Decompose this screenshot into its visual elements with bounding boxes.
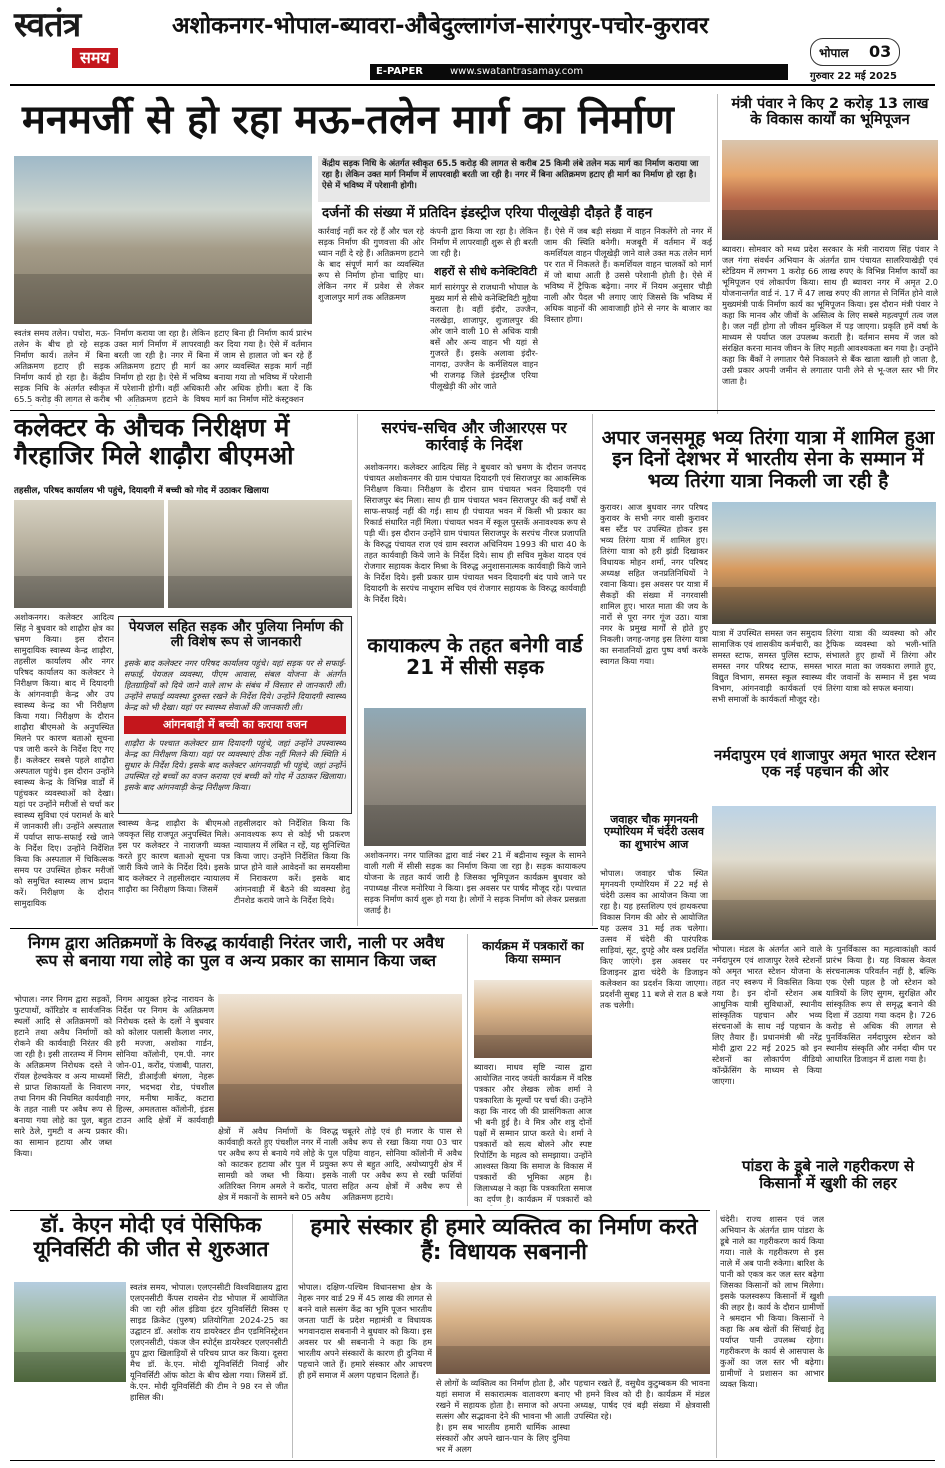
masthead-rule [10, 84, 935, 86]
story3-col2: स्वास्थ्य केन्द्र शाढ़ौरा के बीएमओ जयकृत सिंह राजपूत अनुपस्थित मिले। इस पर कलेक्टर ने नाराजगी व्यक्त करते हुए कारण बताओ सूचना पत्र जारी किये जाने के निर्देश दिये। इसके बाद कलेक्टर ने तहसीलदार न्यायालय शाढ़ौरा का निरीक्षण किया। जिसमें [118, 818, 230, 894]
story3-subhead: तहसील, परिषद कार्यालय भी पहुंचे, दियादगी में बच्ची को गोद में उठाकर खिलाया [14, 486, 269, 496]
story13-headline: पांडरा के डूबे नाले गहरीकरण से किसानों में खुशी की लहर [741, 1157, 915, 1192]
story1-col1: स्वतंत्र समय तलेन। पचोरा, मऊ-तलेन के बीच हो रहे सड़क निर्माण कार्य। तलेन में बिना अतिक्रमण हटाए ही सड़क निर्माण कार्य हो रहा है। केंद्रीय सड़क निधि के अंतर्गत स्वीकृत 65.5 करोड़ की लागत से करीब [14, 328, 110, 404]
masthead [0, 0, 945, 84]
story11-photo [14, 1282, 126, 1382]
story7-body: भोपाल। जवाहर चौक स्थित मृगनयनी एम्पोरियम में 22 मई से चंदेरी उत्सव का आयोजन किया जा रहा है। यह हस्तशिल्प एवं हाथकरघा विकास निगम की ओर से आयोजित यह उत्सव 31 मई तक चलेगा। उत्सव में चंदेरी की पारंपरिक साड़ियां, सूट, दुपट्टे और वस्त्र प्रदर्शित किए जाएंगे। इस अवसर पर डिजाइनर द्वारा चंदेरी के डिजाइन कलेक्शन का प्रदर्शन किया जाएगा। प्रदर्शनी सुबह 11 बजे से रात 8 बजे तक चलेगी। [600, 868, 708, 1010]
story11-headline: डॉ. केएन मोदी एवं पेसिफिक यूनिवर्सिटी की जीत से शुरुआत [33, 1213, 269, 1261]
story5-body: अशोकनगर। नगर पालिका द्वारा वार्ड नंबर 21 में बद्रीनाथ स्कूल के सामने वाली गली में सीसी सड़क का निर्माण किया जा रहा है। सड़क कायाकल्प योजना के तहत कार्य जारी है जिसका भूमिपूजन कार्यक्रम बुधवार को नपाध्यक्ष नीरज मनोरिया ने किया। इस अवसर पर पार्षद मौजूद रहे। पश्चात सड़क निर्माण कार्य शुरू हो गया है। लोगों ने सड़क निर्माण को लेकर प्रसन्नता जताई है। [364, 850, 586, 915]
story12-col2: से लोगों के व्यक्तित्व का निर्माण होता है, और यहां समाज में सकारात्मक वातावरण बनाए रखने में सहायक होता है। समाज को अपना सत्संग और सद्भावना देने की भावना भी आती है। हम सब भारतीय हमारी धार्मिक आस्था संस्कारों और अपने खान-पान के लिए दुनिया भर में अलग [436, 1378, 570, 1454]
story1-minihead: शहरों से सीधे कनेक्टिविटी [434, 265, 537, 278]
issue-date: गुरुवार 22 मई 2025 [810, 71, 897, 82]
story6-body: कुरावर। आज बुधवार नगर परिषद कुरावर के सभी नगर वासी कुरावर बस स्टैंड पर उपस्थित होकर इस भव्य तिरंगा यात्रा में शामिल हुए। तिरंगा यात्रा को हरी झंडी दिखाकर विधायक मोहन शर्मा, नगर परिषद अध्यक्ष सहित जनप्रतिनिधियों ने रवाना किया। इस अवसर पर यात्रा में सैकड़ों की संख्या में नगरवासी शामिल हुए। भारत माता की जय के नारों से पूरा नगर गूंज उठा। यात्रा नगर के प्रमुख मार्गों से होते हुए निकली। जगह-जगह इस तिरंगा यात्रा का सनातनियों द्वारा पुष्प वर्षा करके स्वागत किया गया। [600, 502, 708, 666]
story10-body: ब्यावरा। माधव सृष्टि न्यास द्वारा आयोजित नारद जयंती कार्यक्रम में वरिष्ठ पत्रकार और लेखक लोक शर्मा ने पत्रकारिता के मूल्यों पर चर्चा की। उन्होंने कहा कि नारद जी की प्रासंगिकता आज भी बनी हुई है। वे मित्र और शत्रु दोनों पक्षों में सम्मान प्राप्त करते थे। शर्मा ने पत्रकारों को सत्य बोलने और स्पष्ट रिपोर्टिंग के महत्व को समझाया। उन्होंने आश्वस्त किया कि समाज के विकास में पत्रकारों की भूमिका अहम है। जिलाध्यक्ष ने कहा कि पत्रकारिता समाज का दर्पण है। कार्यक्रम में पत्रकारों को [474, 1062, 592, 1204]
logo [14, 6, 154, 76]
story9-body: भोपाल। नगर निगम द्वारा सड़कों, फुटपाथों, कॉरिडोर व सार्वजनिक स्थलों आदि से अतिक्रमणों को हटाने तथा अवैध निर्माणों को रोकने की कार्यवाही निरंतर की जा रही है। इसी तारतम्य में निगम के अतिक्रमण निरोधक दस्ते ने रॉयल हेल्थकेयर व अन्य माध्यमों से प्राप्त शिकायतों के निवारण तथा निगम की नियमित कार्यवाही के तहत नाली पर अवैध रूप से बनाया गया लोहे का पुल, बहुत सारे ठेले, गुमटी व अन्य प्रकार का सामान हटाया और जब्त किया। [14, 994, 112, 1158]
story8-headline: नर्मदापुरम एवं शाजापुर अमृत भारत स्टेशन एक नई पहचान की ओर [714, 748, 936, 781]
story10-headline: कार्यक्रम में पत्रकारों का किया सम्मान [482, 939, 584, 967]
story6-photo [712, 502, 936, 624]
logo-top: स्वतंत्र [14, 5, 81, 45]
story7-headline: जवाहर चौक मृगनयनी एम्पोरियम में चंदेरी उत्सव का शुभारंभ आज [604, 813, 704, 851]
story11-body: स्वतंत्र समय, भोपाल। एलएनसीटी विश्वविद्यालय द्वारा एलएनसीटी कैंपस रायसेन रोड भोपाल में आयोजित की जा रही ऑल इंडिया इंटर यूनिवर्सिटी सिक्स ए साइड क्रिकेट (पुरुष) प्रतियोगिता 2024-25 का उद्घाटन डॉ. अशोक राय डायरेक्टर डीन एडमिनिस्ट्रेशन एलएनसीटी, पंकज जैन स्पोर्ट्स डायरेक्टर एलएनसीटी ग्रुप द्वारा खिलाड़ियों से परिचय प्राप्त कर किया। दूसरा मैच डॉ. के.एन. मोदी यूनिवर्सिटी निवाई और यूनिवर्सिटी ऑफ कोटा के बीच खेला गया। जिसमें डॉ. के.एन. मोदी यूनिवर्सिटी की टीम ने 98 रन से जीत हासिल की। [130, 1282, 288, 1402]
story1-col3: हटाए बिना ही निर्माण कार्य प्रारंभ कर दिया गया है। ऐसे में वर्तमान में जाम से हालात जो बन रहे हैं अगर व्यवस्थित सड़क मार्ग नहीं बनाया गया तो भविष्य में परेशानी और अधिक होगी। बता दें कि मार्ग का निर्माण मोंटे कंस्ट्रक्शन [214, 328, 312, 404]
story9-col3: क्षेत्रों में अवैध निर्माणों के विरुद्ध कार्यवाही करते हुए पंचशील नगर में नाली पर अवैध रूप से बनाये गये लोहे के पुल को काटकर हटाया और पुल में प्रयुक्त सामग्री को जब्त भी किया। इसके अतिरिक्त निगम अमले ने करोंद, पातरा क्षेत्र में मकानों के सामने बने 05 अवैध [218, 1126, 338, 1202]
box1-body2: शाढ़ौरा के पश्चात कलेक्टर ग्राम दियादगी पहुंचे, जहां उन्होंने उपस्वास्थ्य केन्द्र का निरीक्षण किया। यहां पर व्यवस्थाएं ठीक नहीं मिलने की स्थिति में सुधार के निर्देश दिये। इसके बाद कलेक्टर आंगनवाड़ी भी पहुंचे, जहां उन्होंने उपस्थित रहे बच्चों का वजन कराया एवं बच्ची को गोद में उठाकर खिलाया। इसके बाद आंगनवाड़ी केन्द्र निरीक्षण किया। [124, 738, 346, 792]
section-rule-3 [10, 1210, 710, 1211]
story3-headline: कलेक्टर के औचक निरीक्षण में गैरहाजिर मिले शाढ़ौरा बीएमओ [14, 413, 294, 470]
story1-col6: हैं। ऐसे में जब बड़ी संख्या में वाहन निकलेंगे तो नगर में जाम की स्थिति बनेगी। मजबूरी में वर्तमान में कई कमर्शियल वाहन पीलूखेड़ी जाने वाले उक्त मऊ तलेन मार्ग पर रात में निकलते हैं। कमर्शियल वाहन चालकों को मार्ग में जो बाधा आती है उससे परेशानी होती है। ऐसे में भविष्य में ट्रैफिक बढ़ेगा। नगर में नियम अनुसार चौड़ी नाली और पैदल भी लगाए जाएं जिससे कि भविष्य में अधिक वाहनों की आवाजाही होने से नगर के बाजार का विस्तार होगा। [544, 226, 712, 324]
website-link[interactable]: www.swatantrasamay.com [450, 66, 584, 77]
box1-body: इसके बाद कलेक्टर नगर परिषद कार्यालय पहुंचे। यहां सड़क पर से सफाई-सफाई, पेयजल व्यवस्था, पीएम आवास, संबल योजना के अंतर्गत हितग्राहियों को दिये जाने वाले लाभ के संबंध में विस्तार से जानकारी ली। उन्होंने सफाई व्यवस्था दुरुस्त रखने के निर्देश दिये। उन्होंने दियादगी स्वास्थ्य केन्द्र को भी देखा। यहां पर स्वास्थ्य सेवाओं की जानकारी ली। [124, 658, 346, 712]
story12-col3: पहचान रखते हैं, वसुधैव कुटुम्बकम की भावना भी हमने विश्व को दी है। कार्यक्रम में मंडल अध्यक्ष, पार्षद एवं बड़ी संख्या में क्षेत्रवासी उपस्थित रहे। [574, 1378, 710, 1421]
story8-body: भोपाल। मंडल के अंतर्गत आने वाले नर्मदापुरम एवं शाजापुर रेलवे स्टेशनों को अमृत भारत स्टेशन योजना के तहत नए स्वरूप में विकसित किया गया है। इन दोनों स्टेशन अब आधुनिक यात्री सुविधाओं, स्थानीय सांस्कृतिक पहचान और भव्य संरचनाओं के साथ नई पहचान के लिए तैयार हैं। प्रधानमंत्री श्री नरेंद्र मोदी द्वारा 22 मई 2025 को इन स्टेशनों का लोकार्पण वीडियो कॉन्फ्रेंसिंग के माध्यम से किया जाएगा। [712, 944, 822, 1086]
story4-body: अशोकनगर। कलेक्टर आदित्य सिंह ने बुधवार को भ्रमण के दौरान जनपद पंचायत अशोकनगर की ग्राम पंचायत दियादगी एवं सिराजपुर का आकस्मिक निरीक्षण किया। निरीक्षण के दौरान ग्राम पंचायत भवन दियादगी एवं सिराजपुर बंद मिला। साथ ही ग्राम पंचायत भवन सिराजपुर की कई वर्षों से साफ-सफाई नहीं की गई। साथ ही पंचायत भवन में किसी भी प्रकार का रिकार्ड संधारित नहीं मिला। पंचायत भवन में स्कूल पुस्तकें अनावश्यक रूप से पड़ी थीं। इस दौरान उन्होंने ग्राम पंचायत सिराजपुर के सरपंच नीरज प्रजापति के विरुद्ध पंचायत राज एवं ग्राम स्वराज अधिनियम 1993 की धारा 40 के तहत कार्यवाही किये जाने के निर्देश दिये। साथ ही सचिव मुकेश यादव एवं रोजगार सहायक केदार मिश्रा के विरुद्ध अनुशासनात्मक कार्यवाही किये जाने के निर्देश दिये। इसी प्रकार ग्राम पंचायत भवन दियादगी बंद पाये जाने पर दियादगी के सरपंच नाथूराम सचिव एवं रोजगार सहायक के विरुद्ध कार्यवाही के निर्देश दिये। [364, 462, 586, 604]
story3-photo-2 [168, 500, 352, 608]
story12-photo [436, 1282, 710, 1374]
section-rule [10, 410, 935, 411]
box1-headline: पेयजल सहित सड़क और पुलिया निर्माण की ली विशेष रूप से जानकारी [128, 619, 344, 651]
story12-body: भोपाल। दक्षिण-पश्चिम विधानसभा क्षेत्र के नेहरू नगर वार्ड 29 में 45 लाख की लागत से बनने वाले सत्संग केंद्र का भूमि पूजन भारतीय जनता पार्टी के प्रदेश महामंत्री व विधायक भगवानदास सबनानी ने बुधवार को किया। इस अवसर पर श्री सबनानी ने कहा कि हम भारतीय अपने संस्कारों के कारण ही दुनिया में पहचाने जाते हैं। हमारे संस्कार और आचरण ही हमें समाज में अलग पहचान दिलाते हैं। [298, 1282, 432, 1380]
edition-name: भोपाल [819, 46, 849, 60]
story9-col2: निगम आयुक्त हरेन्द्र नारायन के निर्देश पर निगम के अतिक्रमण निरोधक दस्ते के दलों ने बुधवार को कोलार पलासी कैलाश नगर, हरी मज्जा, अशोका गार्डन, सोनिया कॉलोनी, एम.पी. नगर जोन-01, करोंद, पंजाबी, पातरा, सिटी, डीआईजी बंगला, नेहरू नगर, भदभदा रोड, पंचशील नगर, मनीषा मार्केट, कटारा हिल्स, अमलतास कॉलोनी, इंडस टाउन आदि क्षेत्रों में कार्यवाही की। [116, 994, 214, 1136]
col-divider-4 [467, 934, 468, 1206]
story9-photo [218, 994, 462, 1122]
story3-col3: तहसीलदार को निर्देशित किया कि अनावश्यक रूप से कोई भी प्रकरण न्यायालय में लंबित न रहें, यह सुनिश्चित किया जाए। उन्होंने निर्देशित किया कि प्राप्त होने वाले आवेदनों का समयसीमा में निराकरण करें। इसके बाद आंगनवाड़ी में बैठने की व्यवस्था हेतु टीनशेड कराये जाने के निर्देश दिये। [234, 818, 350, 905]
col-divider-6 [716, 1210, 717, 1458]
story12-headline: हमारे संस्कार ही हमारे व्यक्तित्व का निर्माण करते हैं: विधायक सबनानी [310, 1215, 698, 1265]
story1-col2: निर्माण कराया जा रहा है। लेकिन उक्त मार्ग निर्माण में लापरवाही बरती जा रही है। नगर में बिना अतिक्रमण हटाए ही मार्ग का निर्माण हो रहा है। ऐसे में भविष्य में परेशानी होगी। वहीं अधिकारी भी अतिक्रमण हटाने के विषय [114, 328, 210, 404]
story5-photo [364, 708, 586, 846]
col-divider-5 [292, 1214, 293, 1458]
col-divider [717, 94, 718, 414]
story2-photo [722, 140, 938, 240]
story6-col3: तिरंगा यात्रा की व्यवस्था को और ट्रैफिक व्यवस्था को भली-भांति संभालते हुए हाथों में तिरंगा और भारत माता का जयकारा लगाते हुए, वीर जवानों के सम्मान में इस भव्य तिरंगा यात्रा को सफल बनाया। [826, 628, 936, 693]
story8-col2: के पुनर्विकास का महत्वाकांक्षी कार्य प्रारंभ किया है। यह विकास केवल संरचनात्मक परिवर्तन नहीं है, बल्कि एक ऐसी पहल है जो स्टेशन को यात्रियों के लिए सुगम, सुरक्षित और सांस्कृतिक रूप से समृद्ध बनाने की दिशा में उठाया गया कदम है। 726 करोड़ से अधिक की लागत से पुनर्विकसित नर्मदापुरम स्टेशन को स्थानीय संस्कृति और नर्मदा थीम पर आधारित डिजाइन में ढाला गया है। [826, 944, 936, 1064]
story13-body: चंदेरी। राज्य शासन एवं जल अभियान के अंतर्गत ग्राम पांडरा के डूबे नाले का गहरीकरण कार्य किया गया। नाले के गहरीकरण से इस नाले में अब पानी रुकेगा। बारिश के पानी को एकत्र कर जल स्तर बढ़ेगा जिसका किसानों को लाभ मिलेगा। इसके फलस्वरूप किसानों में खुशी की लहर है। कार्य के दौरान ग्रामीणों ने श्रमदान भी किया। किसानों ने कहा कि अब खेतों की सिंचाई हेतु पर्याप्त पानी उपलब्ध रहेगा। गहरीकरण के कार्य से आसपास के कुओं का जल स्तर भी बढ़ेगा। ग्रामीणों ने प्रशासन का आभार व्यक्त किया। [720, 1214, 824, 1389]
story3-body: अशोकनगर। कलेक्टर आदित्य सिंह ने बुधवार को शाढ़ौरा क्षेत्र का भ्रमण किया। इस दौरान सामुदायिक स्वास्थ्य केन्द्र शाढ़ौरा, तहसील कार्यालय और नगर परिषद कार्यालय का कलेक्टर ने निरीक्षण किया। बाद में दियादगी के आंगनवाड़ी केन्द्र और उप स्वास्थ्य केन्द्र का भी निरीक्षण किया गया। निरीक्षण के दौरान शाढ़ौरा बीएमओ के अनुपस्थित मिलने पर कारण बताओ सूचना पत्र जारी करने के निर्देश दिए गए हैं। कलेक्टर सबसे पहले शाढ़ौरा अस्पताल पहुंचे। इस दौरान उन्होंने स्वास्थ्य केन्द्र के विभिन्न वार्डों में पहुंचकर व्यवस्थाओं को देखा। यहां पर उन्होंने मरीजों से चर्चा कर स्वास्थ्य सुविधा एवं परामर्श के बारे में जानकारी ली। उन्होंने अस्पताल में पर्याप्त साफ-सफाई रखे जाने के निर्देश दिए। उन्होंने निर्देशित किया कि अस्पताल में चिकित्सक समय पर उपस्थित होकर मरीजों को समुचित स्वास्थ्य लाभ प्रदान करें। निरीक्षण के दौरान सामुदायिक [14, 612, 114, 908]
edition-badge [810, 38, 900, 66]
story9-col4: चबूतरे तोड़े एवं ही मजार के पास से अवैध रूप से रखा किया गया 03 चार पहिया वाहन, सोनिया कॉलोनी में अवैध रूप से बहुत आदि, अयोध्यापुरी क्षेत्र में नाली पर अवैध रूप से रखी फर्शियां सहित अन्य क्षेत्रों में अवैध रूप से अतिक्रमण हटाये। [342, 1126, 462, 1202]
bottom-rule [10, 1460, 935, 1461]
box1-subhead: आंगनबाड़ी में बच्ची का कराया वजन [124, 716, 346, 734]
story1-col4: कार्रवाई नहीं कर रहे हैं और चल रहे सड़क निर्माण की गुणवत्ता की ओर ध्यान नहीं दे रहे हैं। अतिक्रमण हटाने के बाद संपूर्ण मार्ग का व्यवस्थित रूप से निर्माण होना चाहिए था। लेकिन नगर में प्रवेश से लेकर शुजालपुर मार्ग तक अतिक्रमण [318, 226, 424, 302]
col-divider-3 [592, 414, 593, 926]
logo-bottom: समय [72, 48, 118, 68]
page-number: 03 [869, 42, 892, 61]
epaper-bar [370, 64, 788, 80]
story6-col2: यात्रा में उपस्थित समस्त जन समुदाय सामाजिक एवं शासकीय कर्मचारी, का समस्त स्टाफ, समस्त पुलिस स्टाफ, समस्त नगर परिषद स्टाफ, समस्त विद्युत विभाग, समस्त स्कूल स्वास्थ्य विभाग, आंगनवाड़ी कार्यकर्ता एवं सभी समाजों के कार्यकर्ता मौजूद रहे। [712, 628, 822, 704]
story13-photo [828, 1296, 936, 1382]
story1-col5a: कंपनी द्वारा किया जा रहा है। लेकिन निर्माण में लापरवाही शुरू से ही बरती जा रही है। [430, 226, 538, 258]
story2-body: ब्यावरा। सोमवार को मध्य प्रदेश सरकार के मंत्री नारायण सिंह पंवार ने जल गंगा संवर्धन अभियान के अंतर्गत ग्राम पंचायत सालरियाखेड़ी एवं स्टेडियम में लगभग 1 करोड़ 66 लाख रुपए के विभिन्न निर्माण कार्यों का भूमिपूजन एवं लोकार्पण किया। साथ ही ब्यावरा नगर में अमृत 2.0 योजनान्तर्गत वार्ड नं. 17 में 47 लाख रुपए की लागत से निर्मित होने वाले मुख्यमंत्री पार्क निर्माण कार्य का भूमिपूजन किया। इस दौरान मंत्री पंवार ने कहा कि मानव और जीवों के अस्तित्व के लिए सबसे महत्वपूर्ण तत्व जल है। जल नहीं होगा तो जीवन मुश्किल में पड़ जाएगा। प्रकृति हमें वर्षा के माध्यम से पर्याप्त जल उपलब्ध कराती है। वर्तमान समय में जल को संरक्षित करना मानव जीवन के लिए महती आवश्यकता बन गया है। उन्होंने कहा कि बैंकों ने लगातार पैसे निकालने से बैंक खाता खाली हो जाता है, उसी प्रकार अपनी जमीन से लगातार पानी लेने से भू-जल स्तर भी गिर जाता है। [722, 244, 938, 386]
story10-photo [474, 980, 592, 1058]
story4-headline: सरपंच-सचिव और जीआरएस पर कार्रवाई के निर्देश [381, 419, 567, 455]
story1-headline: मनमर्जी से हो रहा मऊ-तलेन मार्ग का निर्माण [22, 97, 674, 143]
story1-subhead: दर्जनों की संख्या में प्रतिदिन इंडस्ट्रीज एरिया पीलूखेड़ी दौड़ते हैं वाहन [322, 205, 653, 221]
edition-cities: अशोकनगर-भोपाल-ब्यावरा-औबेदुल्लागंज-सारंगपुर-पचोर-कुरावर [172, 13, 709, 39]
section-rule-2 [10, 928, 598, 929]
story2-headline: मंत्री पंवार ने किए 2 करोड़ 13 लाख के विकास कार्यों का भूमिपूजन [731, 96, 929, 129]
story3-photo-1 [14, 500, 164, 608]
story5-headline: कायाकल्प के तहत बनेगी वार्ड 21 में सीसी सड़क [367, 633, 583, 680]
col-divider-2 [357, 414, 358, 926]
epaper-label: E-PAPER [376, 66, 423, 77]
story6-headline: अपार जनसमूह भव्य तिरंगा यात्रा में शामिल हुआ इन दिनों देशभर में भारतीय सेना के सम्मान में भव्य तिरंगा यात्रा निकली जा रही है [601, 427, 935, 492]
story1-col5b: मार्ग सारंगपुर से राजधानी भोपाल के मुख्य मार्ग से सीधे कनेक्टिविटी मुहैया कराता है। वहीं इंदौर, उज्जैन, नलखेड़ा, शाजापुर, शुजालपुर की ओर जाने वाली 10 से अधिक यात्री बसें और अन्य वाहन भी यहां से गुजरते हैं। इसके अलावा इंदौर-नागदा, उज्जैन के कर्मशियल वाहन भी राजगढ़ जिले इंडस्ट्रीज एरिया पीलूखेड़ी की ओर जाते [430, 282, 538, 391]
story1-deck: केंद्रीय सड़क निधि के अंतर्गत स्वीकृत 65.5 करोड़ की लागत से करीब 25 किमी लंबे तलेन मऊ मार्ग का निर्माण कराया जा रहा है। लेकिन उक्त मार्ग निर्माण में लापरवाही बरती जा रही है। नगर में बिना अतिक्रमण हटाए ही मार्ग का निर्माण हो रहा है। ऐसे में भविष्य में परेशानी होगी। [318, 156, 710, 202]
story8-photo [712, 806, 936, 940]
story9-headline: निगम द्वारा अतिक्रमणों के विरुद्ध कार्यवाही निरंतर जारी, नाली पर अवैध रूप से बनाया गया लोहे का पुल व अन्य प्रकार का सामान किया जब्त [27, 933, 445, 970]
story1-photo [14, 156, 312, 324]
